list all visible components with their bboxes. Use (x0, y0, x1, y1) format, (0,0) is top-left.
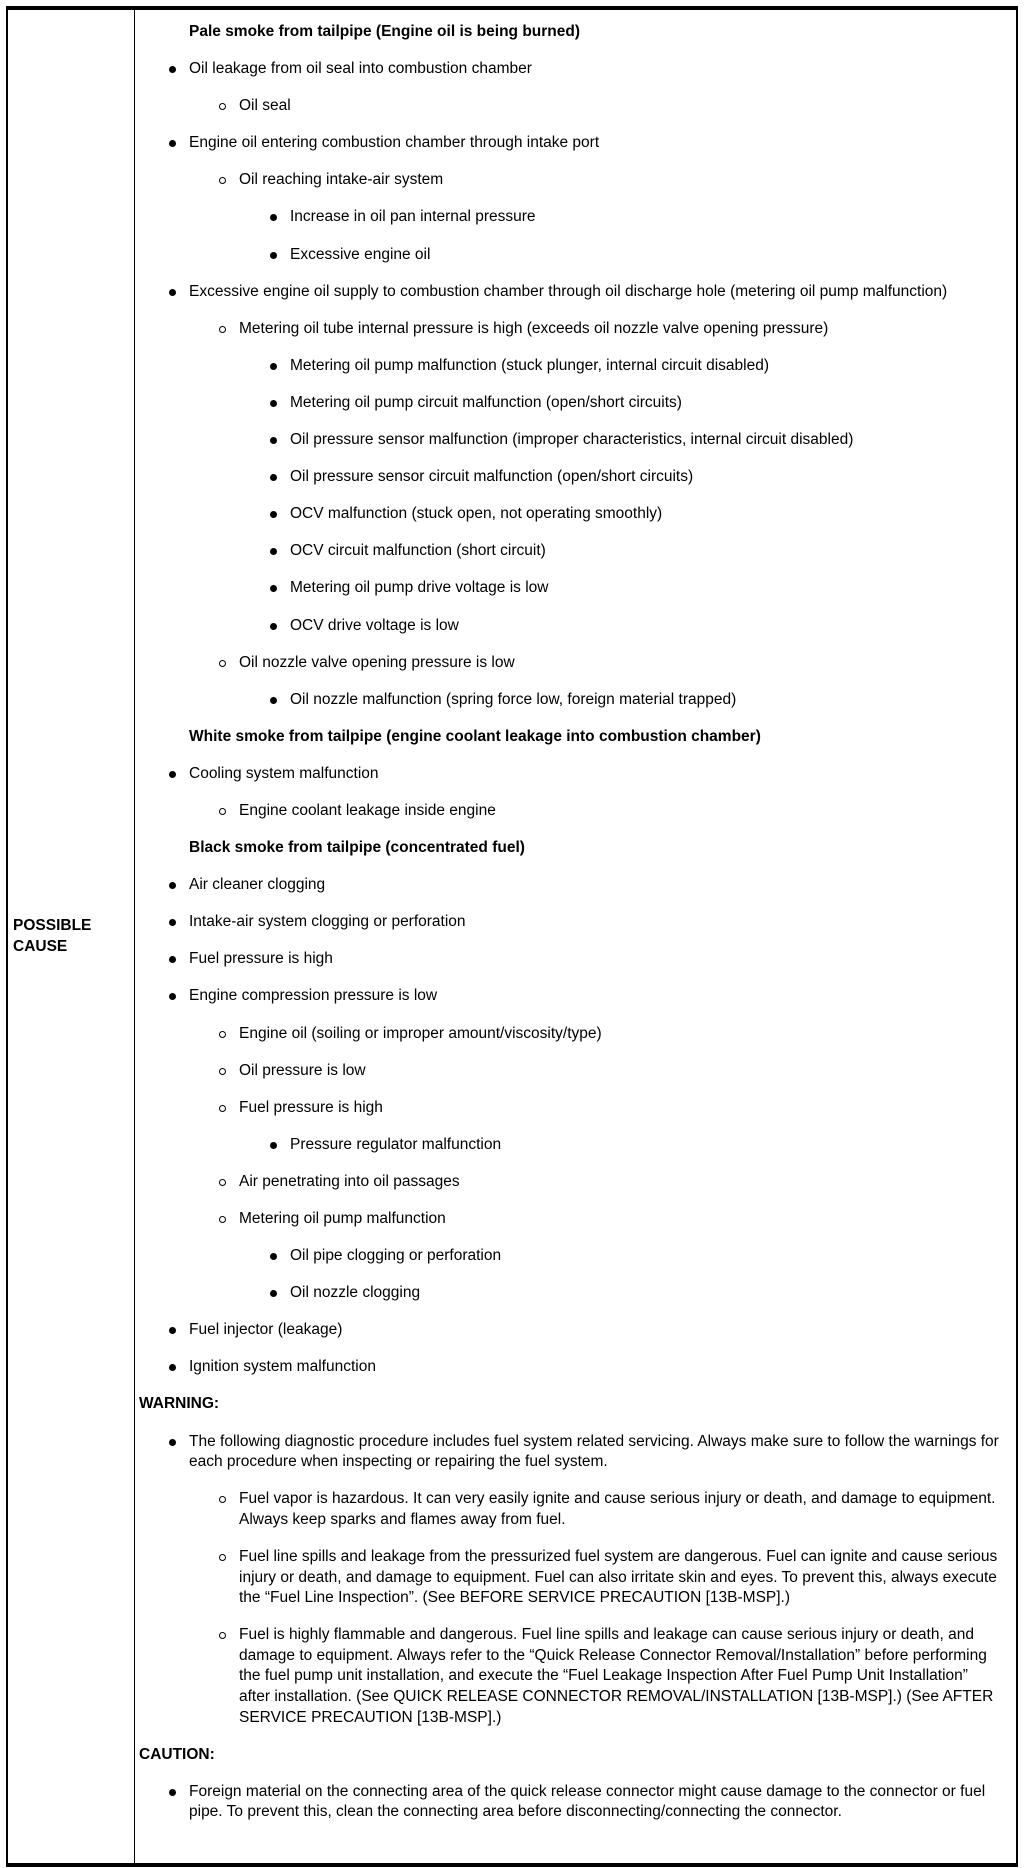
bullet-icon (169, 1789, 176, 1796)
item-text: Black smoke from tailpipe (concentrated fuel) (189, 839, 525, 857)
list-item (139, 1209, 1002, 1230)
row-label: POSSIBLE CAUSE (8, 10, 135, 1863)
list-item (139, 133, 1002, 154)
item-text: Intake-air system clogging or perforation (189, 913, 466, 931)
list-item (139, 393, 1002, 414)
list-item (139, 986, 1002, 1007)
list-item (139, 1135, 1002, 1156)
list-item (139, 1172, 1002, 1193)
bullet-icon (169, 289, 176, 296)
bullet-icon (270, 585, 277, 592)
list-item (139, 319, 1002, 340)
bullet-icon (270, 363, 277, 370)
list-item (139, 1625, 1002, 1728)
item-text: Engine oil (soiling or improper amount/viscosity/type) (239, 1024, 602, 1042)
bullet-icon (270, 437, 277, 444)
hollow-bullet-icon (219, 1031, 226, 1038)
item-text: Metering oil pump circuit malfunction (open/short circuits) (290, 393, 682, 411)
bullet-icon (270, 474, 277, 481)
item-text: Metering oil pump drive voltage is low (290, 579, 549, 597)
list-item (139, 96, 1002, 117)
item-text: Foreign material on the connecting area of the quick release connector might cause damage to the connector or fuel pipe. To prevent this, clean the connecting area before disconnecting/connecting the connector. (189, 1782, 986, 1821)
item-text: WARNING: (139, 1395, 220, 1413)
list-item (139, 504, 1002, 525)
item-text: Oil pressure sensor circuit malfunction (open/short circuits) (290, 468, 694, 486)
list-item (139, 616, 1002, 637)
item-text: Oil leakage from oil seal into combustion chamber (189, 60, 532, 78)
item-text: The following diagnostic procedure includes fuel system related servicing. Always make sure to follow the warnings for each procedure when inspecting or repairing the fuel system. (189, 1432, 999, 1471)
item-text: Cooling system malfunction (189, 764, 379, 782)
list-item (139, 430, 1002, 451)
list-item (139, 1432, 1002, 1473)
bullet-icon (270, 697, 277, 704)
bullet-icon (270, 623, 277, 630)
item-text: Oil seal (239, 97, 291, 115)
list-item (139, 1547, 1002, 1609)
list-item (139, 245, 1002, 266)
hollow-bullet-icon (219, 1179, 226, 1186)
item-text: Engine coolant leakage inside engine (239, 801, 496, 819)
item-text: CAUTION: (139, 1745, 215, 1763)
bullet-icon (169, 140, 176, 147)
item-text: Excessive engine oil supply to combustion chamber through oil discharge hole (metering oil pump malfunction) (189, 282, 948, 300)
hollow-bullet-icon (219, 660, 226, 667)
item-text: OCV circuit malfunction (short circuit) (290, 542, 546, 560)
item-text: Pressure regulator malfunction (290, 1135, 502, 1153)
hollow-bullet-icon (219, 1496, 226, 1503)
list-item (139, 1357, 1002, 1378)
list-item (139, 578, 1002, 599)
cause-list (135, 10, 1016, 1863)
section-heading (139, 727, 1002, 748)
bullet-icon (270, 1253, 277, 1260)
bullet-icon (169, 1364, 176, 1371)
hollow-bullet-icon (219, 1105, 226, 1112)
hollow-bullet-icon (219, 1068, 226, 1075)
list-item (139, 356, 1002, 377)
list-item (139, 690, 1002, 711)
bullet-icon (169, 1327, 176, 1334)
hollow-bullet-icon (219, 103, 226, 110)
item-text: Engine oil entering combustion chamber through intake port (189, 134, 600, 152)
notice-heading (139, 1394, 1002, 1415)
hollow-bullet-icon (219, 326, 226, 333)
item-text: Oil pipe clogging or perforation (290, 1247, 502, 1265)
section-heading (139, 22, 1002, 43)
item-text: Engine compression pressure is low (189, 987, 438, 1005)
list-item (139, 1098, 1002, 1119)
item-text: Oil nozzle clogging (290, 1284, 421, 1302)
bullet-icon (169, 919, 176, 926)
list-item (139, 801, 1002, 822)
bullet-icon (169, 771, 176, 778)
list-item (139, 1782, 1002, 1823)
notice-heading (139, 1745, 1002, 1766)
hollow-bullet-icon (219, 177, 226, 184)
hollow-bullet-icon (219, 1216, 226, 1223)
list-item (139, 1320, 1002, 1341)
list-item (139, 1024, 1002, 1045)
bullet-icon (169, 1439, 176, 1446)
item-text: Metering oil pump malfunction (239, 1210, 446, 1227)
bullet-icon (270, 1290, 277, 1297)
list-item (139, 59, 1002, 80)
list-item (139, 1246, 1002, 1267)
item-text: OCV drive voltage is low (290, 616, 459, 634)
bullet-icon (270, 511, 277, 518)
bullet-icon (270, 1142, 277, 1149)
item-text: OCV malfunction (stuck open, not operating smoothly) (290, 505, 663, 523)
item-text: Oil pressure sensor malfunction (improper characteristics, internal circuit disabled) (290, 431, 854, 449)
list-item (139, 653, 1002, 674)
bullet-icon (169, 66, 176, 73)
list-item (139, 170, 1002, 191)
list-item (139, 541, 1002, 562)
hollow-bullet-icon (219, 1554, 226, 1561)
bullet-icon (169, 882, 176, 889)
item-text: Oil pressure is low (239, 1061, 366, 1079)
item-text: Metering oil tube internal pressure is high (exceeds oil nozzle valve opening pressure) (239, 319, 829, 337)
item-text: Fuel line spills and leakage from the pressurized fuel system are dangerous. Fuel can ignite and cause serious injury or death, and damage to equipment. Fuel can also irritate skin and eyes. To prevent this, always execute the “Fuel Line Inspection”. (See BEFORE SERVICE PRECAUTION [13B-MSP].) (239, 1547, 998, 1607)
item-text: Air penetrating into oil passages (239, 1172, 460, 1190)
item-text: White smoke from tailpipe (engine coolant leakage into combustion chamber) (189, 727, 761, 745)
list-item (139, 949, 1002, 970)
item-text: Fuel is highly flammable and dangerous. Fuel line spills and leakage can cause serious injury or death, and damage to equipment. Always refer to the “Quick Release Connector Removal/Installation” before performing the fuel pump unit installation, and execute the “Fuel Leakage Inspection After Fuel Pump Unit Installation” after installation. (See QUICK RELEASE CONNECTOR REMOVAL/INSTALLATION [13B-MSP].) (See AFTER SERVICE PRECAUTION [13B-MSP].) (239, 1626, 994, 1726)
item-text: Air cleaner clogging (189, 876, 326, 894)
bullet-icon (270, 400, 277, 407)
item-text: Oil reaching intake-air system (239, 171, 444, 189)
list-item (139, 875, 1002, 896)
item-text: Fuel vapor is hazardous. It can very easily ignite and cause serious injury or death, and damage to equipment. Always keep sparks and flames away from fuel. (239, 1490, 996, 1528)
item-text: Excessive engine oil (290, 245, 431, 263)
hollow-bullet-icon (219, 808, 226, 815)
item-text: Oil nozzle malfunction (spring force low, foreign material trapped) (290, 690, 737, 708)
list-item (139, 1061, 1002, 1082)
bullet-icon (270, 214, 277, 221)
bullet-icon (169, 956, 176, 963)
list-item (139, 1489, 1002, 1530)
item-text: Fuel pressure is high (239, 1098, 383, 1116)
bullet-icon (169, 993, 176, 1000)
item-text: Pale smoke from tailpipe (Engine oil is being burned) (189, 23, 581, 40)
list-item (139, 207, 1002, 228)
hollow-bullet-icon (219, 1632, 226, 1639)
section-heading (139, 838, 1002, 859)
item-text: Metering oil pump malfunction (stuck plunger, internal circuit disabled) (290, 356, 770, 374)
item-text: Oil nozzle valve opening pressure is low (239, 653, 515, 671)
item-text: Increase in oil pan internal pressure (290, 208, 536, 226)
possible-cause-table (6, 6, 1018, 1867)
list-item (139, 764, 1002, 785)
item-text: Ignition system malfunction (189, 1358, 376, 1376)
list-item (139, 282, 1002, 303)
item-text: Fuel injector (leakage) (189, 1321, 343, 1339)
item-text: Fuel pressure is high (189, 950, 333, 968)
bullet-icon (270, 548, 277, 555)
list-item (139, 912, 1002, 933)
bullet-icon (270, 252, 277, 259)
list-item (139, 1283, 1002, 1304)
list-item (139, 467, 1002, 488)
